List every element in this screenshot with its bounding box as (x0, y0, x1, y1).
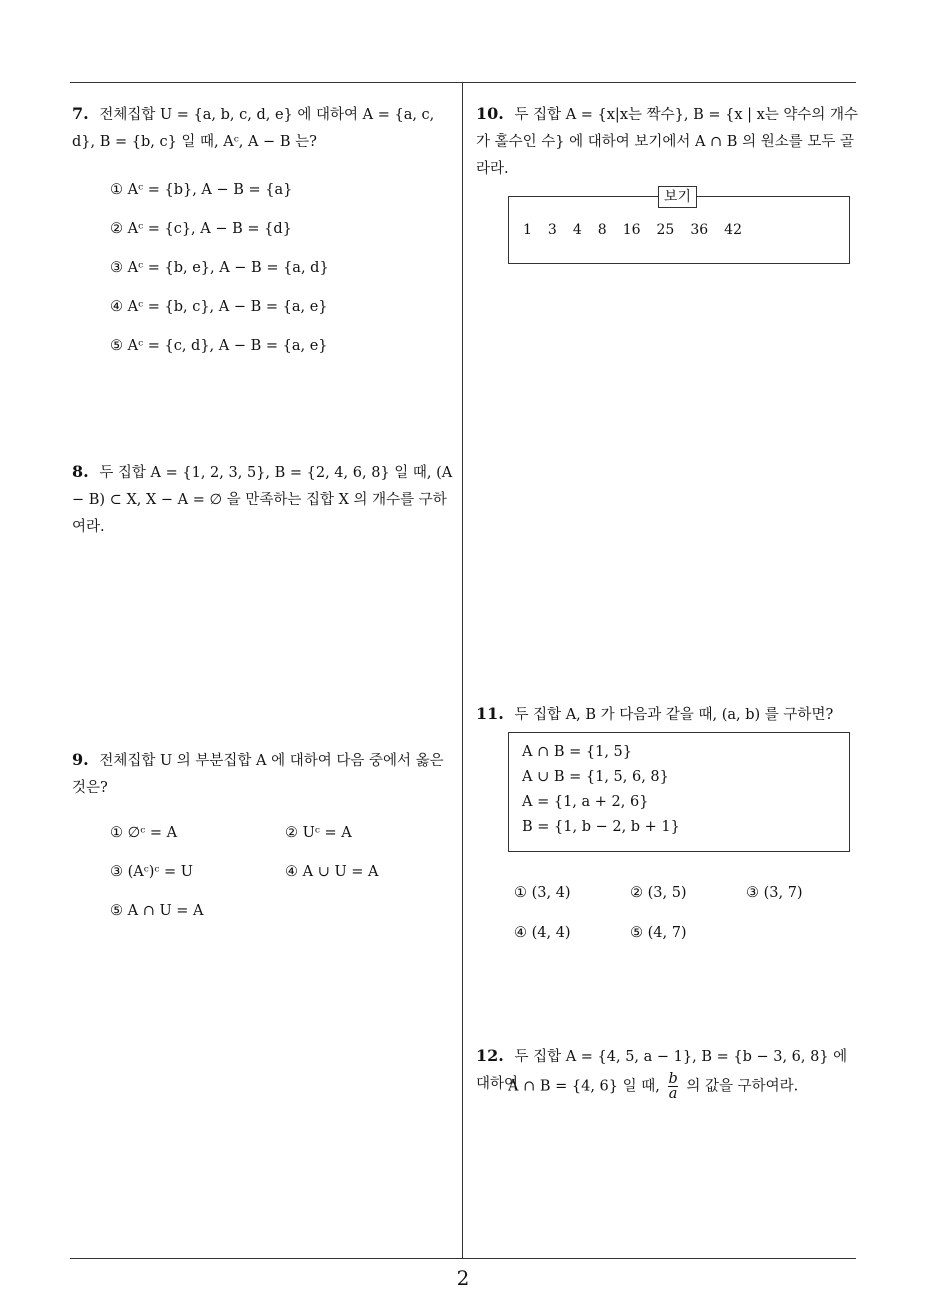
bogi-number[interactable]: 8 (597, 222, 607, 238)
question-number: 9. (72, 750, 89, 769)
top-rule (70, 82, 856, 83)
condition-2: A ∪ B = {1, 5, 6, 8} (522, 769, 669, 785)
page-number: 2 (456, 1266, 470, 1290)
fraction-numerator: b (668, 1071, 678, 1087)
question-9 (72, 746, 456, 802)
q9-option-4[interactable]: ④ A ∪ U = A (285, 864, 379, 880)
question-number: 8. (72, 462, 89, 481)
fraction-b-over-a (668, 1072, 677, 1101)
question-7 (72, 100, 456, 156)
bogi-number[interactable]: 3 (547, 222, 557, 238)
question-number: 7. (72, 104, 89, 123)
bogi-number[interactable]: 1 (523, 222, 532, 238)
question-number: 12. (476, 1046, 504, 1065)
fraction-denominator: a (668, 1086, 678, 1102)
q11-option-2[interactable]: ② (3, 5) (630, 885, 687, 901)
question-number: 10. (476, 104, 504, 123)
question-10 (476, 100, 860, 183)
question-12-line2 (508, 1072, 858, 1101)
q7-option-1[interactable]: ① Aᶜ = {b}, A − B = {a} (110, 182, 293, 198)
q11-option-1[interactable]: ① (3, 4) (514, 885, 571, 901)
question-text-pre: A ∩ B = {4, 6} 일 때, (508, 1078, 660, 1095)
condition-4: B = {1, b − 2, b + 1} (522, 819, 680, 835)
question-text: 전체집합 U 의 부분집합 A 에 대하여 다음 중에서 옳은 것은? (72, 753, 444, 796)
q9-option-3[interactable]: ③ (Aᶜ)ᶜ = U (110, 864, 194, 880)
condition-3: A = {1, a + 2, 6} (522, 794, 649, 810)
question-text: 전체집합 U = {a, b, c, d, e} 에 대하여 A = {a, c, d}, B = {b, c} 일 때, Aᶜ, A − B 는? (72, 107, 435, 150)
q9-option-5[interactable]: ⑤ A ∩ U = A (110, 903, 204, 919)
q7-option-5[interactable]: ⑤ Aᶜ = {c, d}, A − B = {a, e} (110, 338, 328, 354)
q7-option-3[interactable]: ③ Aᶜ = {b, e}, A − B = {a, d} (110, 260, 329, 276)
column-divider (462, 82, 463, 1259)
condition-1: A ∩ B = {1, 5} (522, 744, 632, 760)
bogi-number[interactable]: 42 (724, 222, 742, 238)
bogi-number[interactable]: 16 (622, 222, 641, 238)
bogi-number[interactable]: 36 (690, 222, 709, 238)
q11-option-4[interactable]: ④ (4, 4) (514, 925, 571, 941)
q9-option-1[interactable]: ① ∅ᶜ = A (110, 825, 178, 841)
question-number: 11. (476, 704, 504, 723)
bogi-number[interactable]: 25 (656, 222, 675, 238)
question-text-post: 의 값을 구하여라. (686, 1078, 799, 1095)
question-text-line1: 두 집합 A = {4, 5, a − 1}, B = {b − 3, 6, 8} 에 대하여 (476, 1049, 848, 1092)
bogi-numbers (523, 222, 758, 238)
question-text: 두 집합 A = {1, 2, 3, 5}, B = {2, 4, 6, 8} 일 때, (A − B) ⊂ X, X − A = ∅ 을 만족하는 집합 X 의 개수를 구하여라. (72, 465, 453, 535)
bogi-number[interactable]: 4 (572, 222, 582, 238)
question-11 (476, 700, 860, 729)
question-text: 두 집합 A, B 가 다음과 같을 때, (a, b) 를 구하면? (514, 707, 834, 723)
q7-option-4[interactable]: ④ Aᶜ = {b, c}, A − B = {a, e} (110, 299, 328, 315)
q9-option-2[interactable]: ② Uᶜ = A (285, 825, 352, 841)
q11-option-5[interactable]: ⑤ (4, 7) (630, 925, 687, 941)
bottom-rule (70, 1258, 856, 1259)
bogi-label: 보기 (658, 186, 697, 208)
q7-option-2[interactable]: ② Aᶜ = {c}, A − B = {d} (110, 221, 292, 237)
q11-option-3[interactable]: ③ (3, 7) (746, 885, 803, 901)
question-text: 두 집합 A = {x|x는 짝수}, B = {x | x는 약수의 개수가 홀수인 수} 에 대하여 보기에서 A ∩ B 의 원소를 모두 골라라. (476, 107, 859, 177)
question-8 (72, 458, 456, 541)
